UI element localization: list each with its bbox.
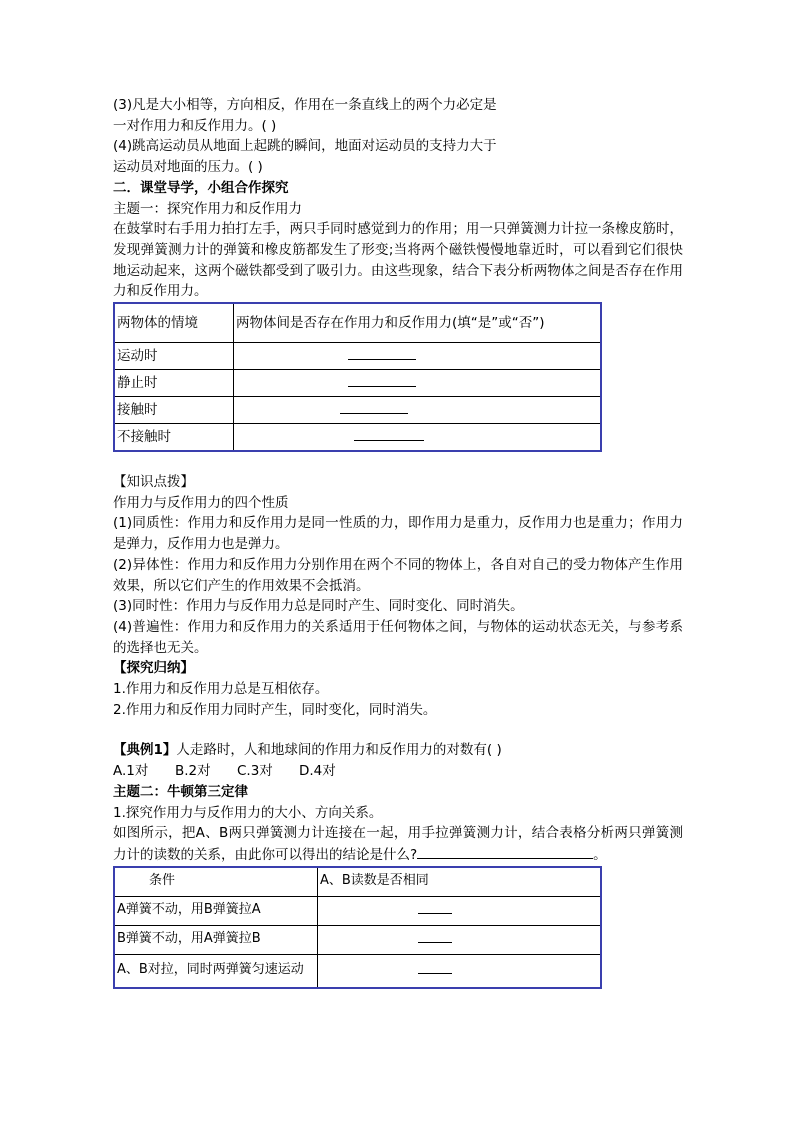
table-spring-readings: [113, 866, 602, 989]
table-header-row: [114, 867, 601, 897]
table-header-cell: [114, 867, 318, 897]
topic-1-paragraph: 在鼓掌时右手用力拍打左手，两只手同时感觉到力的作用；用一只弹簧测力计拉一条橡皮筋时，发现弹簧测力计的弹簧和橡皮筋都发生了形变;当将两个磁铁慢慢地靠近时，可以看到它们很快地运动起来，这两个磁铁都受到了吸引力。由这些现象，结合下表分析两物体之间是否存在作用力和反作用力。: [113, 221, 683, 300]
option-c[interactable]: C.3对: [237, 763, 273, 780]
table-header-cell: 两物体间是否存在作用力和反作用力(填“是”或“否”): [234, 303, 602, 343]
answer-blank[interactable]: [418, 899, 452, 914]
answer-blank[interactable]: [348, 345, 416, 360]
topic-2-paragraph-text: 如图所示，把A、B两只弹簧测力计连接在一起，用手拉弹簧测力计，结合表格分析两只弹簧测力计的读数的关系，由此你可以得出的结论是什么?: [113, 825, 683, 863]
property-2: (2)异体性：作用力和反作用力分别作用在两个不同的物体上，各自对自己的受力物体产生作用效果，所以它们产生的作用效果不会抵消。: [113, 556, 683, 594]
table-header-text: 条件: [149, 873, 176, 889]
table-row-label: 静止时: [114, 370, 234, 397]
answer-cell[interactable]: [318, 925, 602, 954]
table-header-cell: A、B读数是否相同: [318, 867, 602, 897]
answer-options: [113, 761, 683, 782]
summary-title: 【探究归纳】: [113, 660, 194, 677]
answer-cell[interactable]: [318, 896, 602, 925]
example-label: 【典例1】: [113, 742, 177, 759]
table-row-label: 接触时: [114, 397, 234, 424]
property-4: (4)普遍性：作用力和反作用力的关系适用于任何物体之间，与物体的运动状态无关，与参考系的选择也无关。: [113, 618, 683, 656]
summary-item-2: 2.作用力和反作用力同时产生，同时变化，同时消失。: [113, 701, 437, 718]
section-2-title: 二．课堂导学，小组合作探究: [113, 179, 289, 196]
conclusion-blank[interactable]: [417, 844, 593, 859]
answer-blank[interactable]: [340, 399, 408, 414]
topic-2-title: 主题二：牛顿第三定律: [113, 783, 248, 800]
question-3-line-2: 一对作用力和反作用力。( ): [113, 117, 277, 134]
question-4-line-2: 运动员对地面的压力。( ): [113, 159, 263, 176]
option-d[interactable]: D.4对: [299, 763, 336, 780]
answer-cell[interactable]: [234, 370, 602, 397]
answer-cell[interactable]: [234, 397, 602, 424]
table-header-row: [114, 303, 601, 343]
example-text: 人走路时，人和地球间的作用力和反作用力的对数有( ): [176, 742, 502, 759]
table-row: [114, 370, 601, 397]
answer-blank[interactable]: [348, 372, 416, 387]
topic-1-title: 主题一：探究作用力和反作用力: [113, 200, 302, 217]
table-row-label: A、B对拉，同时两弹簧匀速运动: [114, 954, 318, 988]
property-3: (3)同时性：作用力与反作用力总是同时产生、同时变化、同时消失。: [113, 598, 524, 615]
answer-blank[interactable]: [418, 959, 452, 974]
table-row: [114, 954, 601, 988]
table-row: [114, 343, 601, 370]
option-a[interactable]: A.1对: [113, 763, 149, 780]
table-row-label: 运动时: [114, 343, 234, 370]
answer-cell[interactable]: [318, 954, 602, 988]
topic-2-item-1: 1.探究作用力与反作用力的大小、方向关系。: [113, 804, 383, 821]
table-interaction-forces: [113, 302, 602, 452]
knowledge-subtitle: 作用力与反作用力的四个性质: [113, 494, 289, 511]
table-row: [114, 424, 601, 452]
table-header-cell: 两物体的情境: [114, 303, 234, 343]
worksheet-page: [113, 95, 683, 989]
answer-blank[interactable]: [418, 928, 452, 943]
knowledge-title: 【知识点拨】: [113, 474, 194, 491]
table-row-label: A弹簧不动，用B弹簧拉A: [114, 896, 318, 925]
answer-blank[interactable]: [354, 426, 424, 441]
answer-cell[interactable]: [234, 343, 602, 370]
example-1: [113, 740, 683, 761]
topic-2-paragraph-end: 。: [593, 846, 607, 863]
answer-cell[interactable]: [234, 424, 602, 452]
property-1: (1)同质性：作用力和反作用力是同一性质的力，即作用力是重力，反作用力也是重力；作用力是弹力，反作用力也是弹力。: [113, 515, 683, 553]
table-row-label: 不接触时: [114, 424, 234, 452]
table-row-label: B弹簧不动，用A弹簧拉B: [114, 925, 318, 954]
table-row: [114, 925, 601, 954]
question-3-line-1: (3)凡是大小相等，方向相反，作用在一条直线上的两个力必定是: [113, 97, 497, 113]
question-4-line-1: (4)跳高运动员从地面上起跳的瞬间，地面对运动员的支持力大于: [113, 138, 497, 155]
table-row: [114, 397, 601, 424]
summary-item-1: 1.作用力和反作用力总是互相依存。: [113, 681, 329, 698]
topic-2-paragraph: [113, 823, 683, 865]
table-row: [114, 896, 601, 925]
option-b[interactable]: B.2对: [175, 763, 211, 780]
